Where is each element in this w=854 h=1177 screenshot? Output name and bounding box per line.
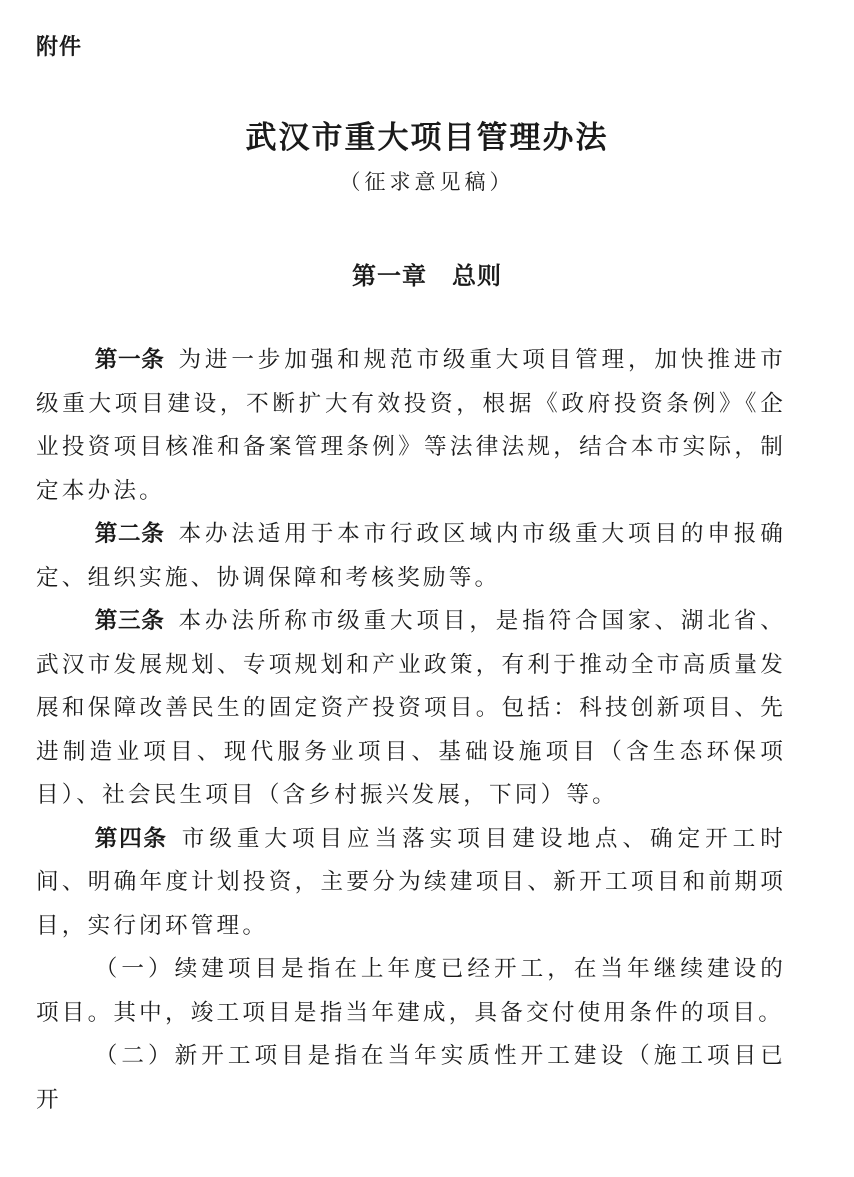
article-text: 本办法所称市级重大项目，是指符合国家、湖北省、武汉市发展规划、专项规划和产业政策，有利于推动全市高质量发展和保障改善民生的固定资产投资项目。包括：科技创新项目、先进制造业项目、现代服务业项目、基础设施项目（含生态环保项目）、社会民生项目（含乡村振兴发展，下同）等。 <box>36 608 786 808</box>
article-4 <box>36 818 786 949</box>
article-3 <box>36 600 786 818</box>
article-text: 为进一步加强和规范市级重大项目管理，加快推进市级重大项目建设，不断扩大有效投资，根据《政府投资条例》《企业投资项目核准和备案管理条例》等法律法规，结合本市实际，制定本办法。 <box>36 347 786 504</box>
article-1 <box>36 339 786 513</box>
article-text: 本办法适用于本市行政区域内市级重大项目的申报确定、组织实施、协调保障和考核奖励等。 <box>36 521 786 591</box>
list-item: （一）续建项目是指在上年度已经开工，在当年继续建设的项目。其中，竣工项目是指当年建成，具备交付使用条件的项目。 <box>36 956 786 1026</box>
article-label: 第四条 <box>94 825 168 852</box>
document-title: 武汉市重大项目管理办法 <box>245 120 609 156</box>
article-text: 市级重大项目应当落实项目建设地点、确定开工时间、明确年度计划投资，主要分为续建项目、新开工项目和前期项目，实行闭环管理。 <box>36 825 786 939</box>
chapter-heading: 第一章 总则 <box>352 262 502 290</box>
attachment-label: 附件 <box>36 35 83 60</box>
article-2 <box>36 513 786 600</box>
list-item: （二）新开工项目是指在当年实质性开工建设（施工项目已开 <box>36 1043 786 1113</box>
article-label: 第一条 <box>94 347 165 373</box>
article-label: 第三条 <box>94 608 165 634</box>
article-label: 第二条 <box>94 521 165 547</box>
document-subtitle: （征求意见稿） <box>339 170 515 194</box>
document-body <box>36 339 786 1122</box>
